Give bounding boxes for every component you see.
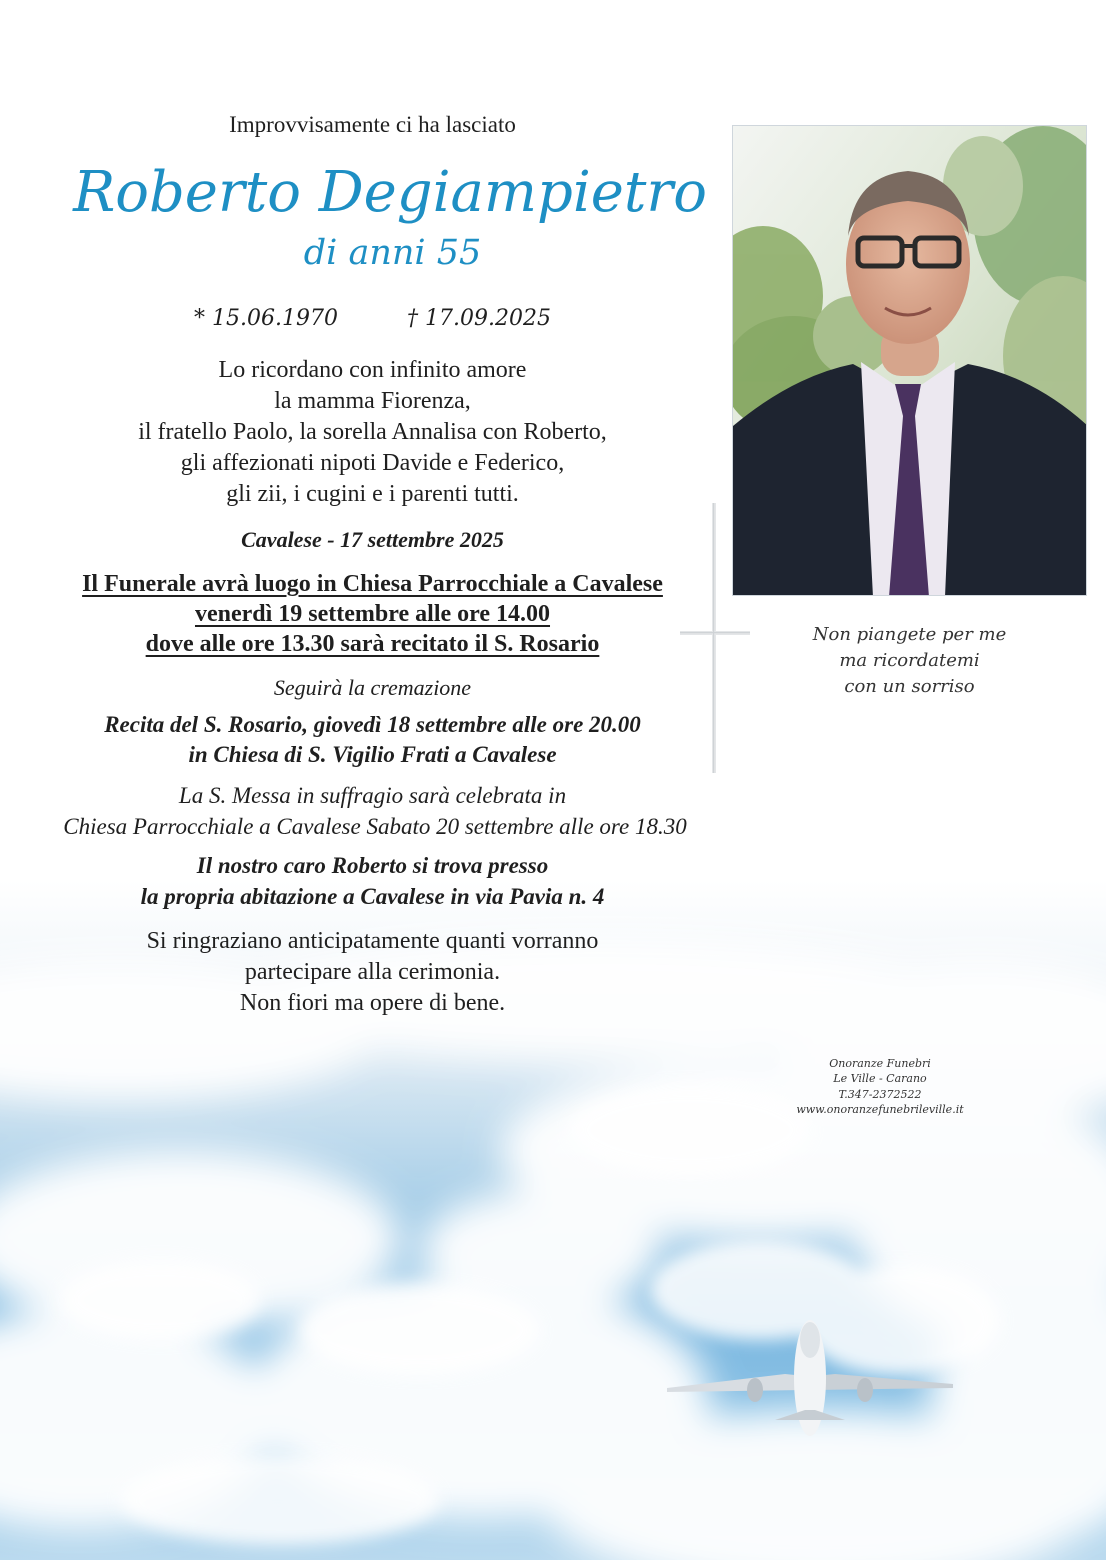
thanks-line: Si ringraziano anticipatamente quanti vorranno <box>146 928 599 954</box>
funeral-line: venerdì 19 settembre alle ore 14.00 <box>194 601 551 627</box>
death-date: † 17.09.2025 <box>407 306 551 331</box>
mass-line: Chiesa Parrocchiale a Cavalese Sabato 20 settembre alle ore 18.30 <box>63 814 687 839</box>
company-name: Onoranze Funebri <box>829 1057 931 1070</box>
birth-date: * 15.06.1970 <box>194 306 338 331</box>
thanks-line: Non fiori ma opere di bene. <box>239 990 506 1016</box>
cremation-text: Seguirà la cremazione <box>273 675 472 700</box>
portrait-photo <box>732 125 1087 596</box>
intro-text: Improvvisamente ci ha lasciato <box>229 112 516 137</box>
company-phone: T.347-2372522 <box>838 1088 922 1101</box>
funeral-line: Il Funerale avrà luogo in Chiesa Parrocchiale a Cavalese <box>82 571 663 597</box>
quote-line: Non piangete per me <box>812 624 1007 645</box>
quote-line: con un sorriso <box>844 676 975 697</box>
place-date: Cavalese - 17 settembre 2025 <box>241 527 504 552</box>
funeral-line: dove alle ore 13.30 sarà recitato il S. Rosario <box>145 631 600 657</box>
family-line: la mamma Fiorenza, <box>274 388 471 414</box>
deceased-name: Roberto Degiampietro <box>73 160 707 225</box>
company-location: Le Ville - Carano <box>833 1072 927 1085</box>
location-line: la propria abitazione a Cavalese in via Pavia n. 4 <box>140 884 605 909</box>
mass-line: La S. Messa in suffragio sarà celebrata in <box>178 783 567 808</box>
location-line: Il nostro caro Roberto si trova presso <box>196 853 549 878</box>
quote-line: ma ricordatemi <box>839 650 980 671</box>
family-line: gli affezionati nipoti Davide e Federico, <box>180 450 565 476</box>
rosary-line: Recita del S. Rosario, giovedì 18 settembre alle ore 20.00 <box>104 712 641 737</box>
thanks-line: partecipare alla cerimonia. <box>244 959 501 985</box>
family-line: il fratello Paolo, la sorella Annalisa con Roberto, <box>138 419 607 445</box>
family-line: gli zii, i cugini e i parenti tutti. <box>226 481 519 507</box>
rosary-line: in Chiesa di S. Vigilio Frati a Cavalese <box>188 742 557 767</box>
family-line: Lo ricordano con infinito amore <box>218 357 527 383</box>
life-dates <box>0 306 745 331</box>
airplane-icon <box>665 1318 955 1438</box>
age-text: di anni 55 <box>303 233 482 273</box>
company-website: www.onoranzefunebrileville.it <box>796 1103 964 1116</box>
